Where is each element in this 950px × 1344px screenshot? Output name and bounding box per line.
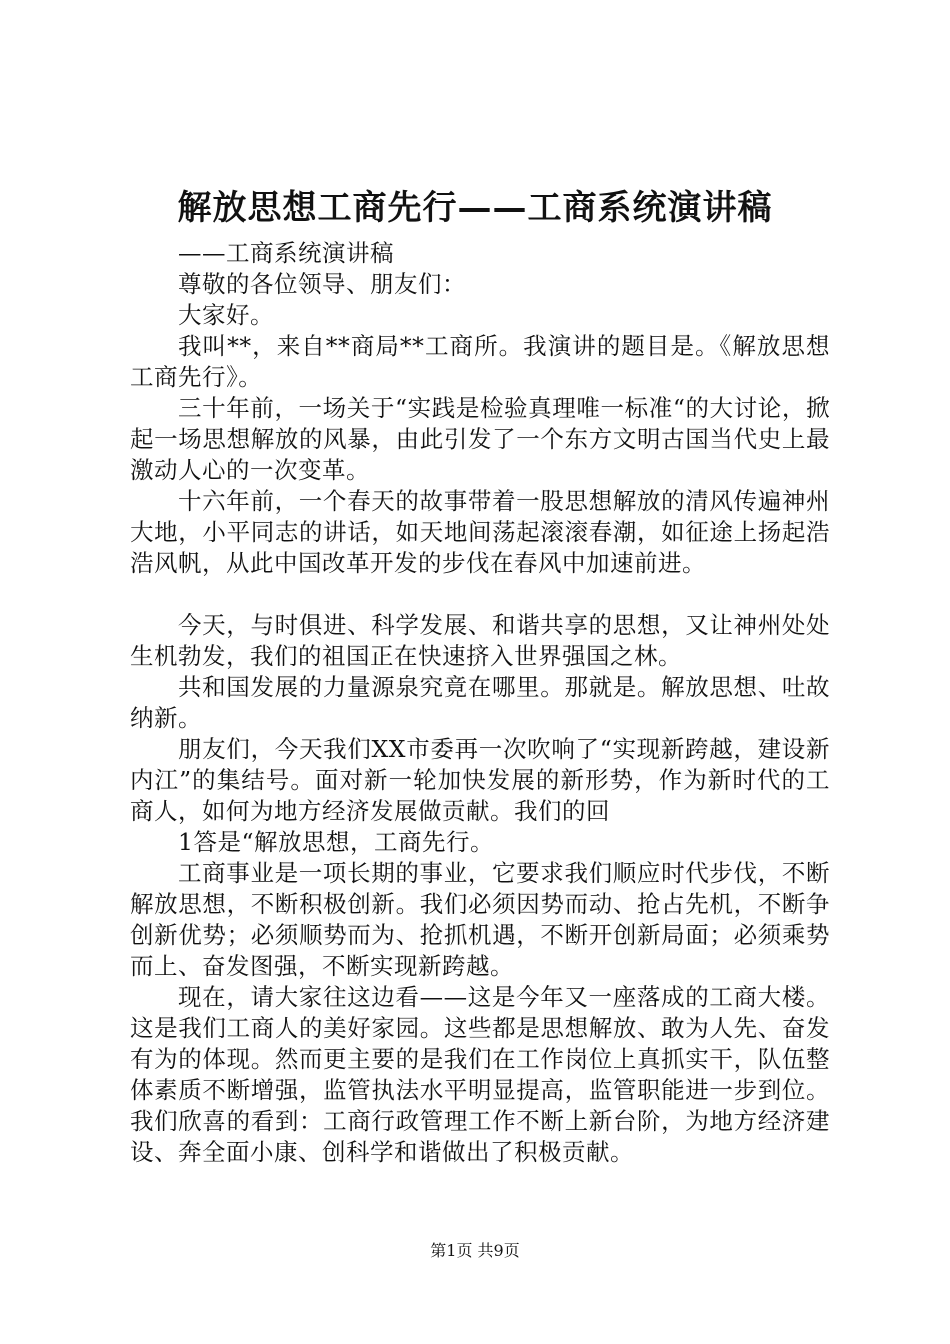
source-paragraph: 共和国发展的力量源泉究竟在哪里。那就是。解放思想、吐故纳新。 <box>130 673 830 732</box>
intro-paragraph: 我叫**，来自**商局**工商所。我演讲的题目是。《解放思想工商先行》。 <box>130 332 830 391</box>
subtitle-paragraph: ——工商系统演讲稿 <box>178 239 394 267</box>
thirty-years-paragraph: 三十年前，一场关于“实践是检验真理唯一标准“的大讨论，掀起一场思想解放的风暴，由此引发了一个东方文明古国当代史上最激动人心的一次变革。 <box>130 394 830 484</box>
sixteen-years-paragraph: 十六年前，一个春天的故事带着一股思想解放的清风传遍神州大地，小平同志的讲话，如天地间荡起滚滚春潮，如征途上扬起浩浩风帆，从此中国改革开发的步伐在春风中加速前进。 <box>130 487 830 577</box>
page-footer: 第1页 共9页 <box>430 1241 520 1260</box>
document-title: 解放思想工商先行——工商系统演讲稿 <box>177 188 773 228</box>
friends-paragraph: 朋友们，今天我们XX市委再一次吹响了“实现新跨越，建设新内江”的集结号。面对新一轮加快发展的新形势，作为新时代的工商人，如何为地方经济发展做贡献。我们的回 <box>130 735 830 825</box>
today-paragraph: 今天，与时俱进、科学发展、和谐共享的思想，又让神州处处生机勃发，我们的祖国正在快速挤入世界强国之林。 <box>130 611 830 670</box>
hello-paragraph: 大家好。 <box>178 301 274 329</box>
career-paragraph: 工商事业是一项长期的事业，它要求我们顺应时代步伐，不断解放思想，不断积极创新。我们必须因势而动、抢占先机，不断争创新优势；必须顺势而为、抢抓机遇，不断开创新局面；必须乘势而上、奋发图强，不断实现新跨越。 <box>130 859 830 980</box>
document-body <box>130 238 830 1168</box>
answer-paragraph: 1答是“解放思想，工商先行。 <box>178 828 494 856</box>
building-paragraph: 现在，请大家往这边看——这是今年又一座落成的工商大楼。这是我们工商人的美好家园。这些都是思想解放、敢为人先、奋发有为的体现。然而更主要的是我们在工作岗位上真抓实干，队伍整体素质不断增强，监管执法水平明显提高，监管职能进一步到位。我们欣喜的看到：工商行政管理工作不断上新台阶，为地方经济建设、奔全面小康、创科学和谐做出了积极贡献。 <box>130 983 830 1166</box>
greeting-paragraph: 尊敬的各位领导、朋友们： <box>178 270 466 298</box>
